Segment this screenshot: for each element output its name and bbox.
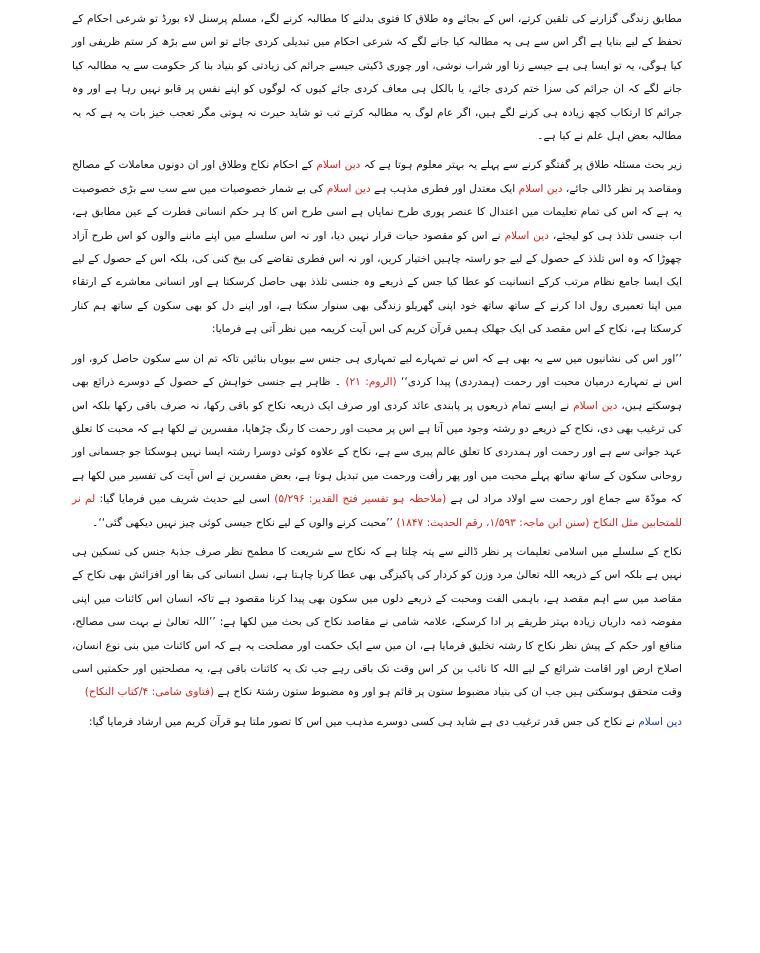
text-segment: نے اس کو مقصود حیات قرار نہیں دیا، اور نہ اس سلسلے میں اپنے ماننے والوں کو اس طرح آزاد چھوڑا کہ وہ اس تلذذ کے حصول کے لیے جو راستہ چاہیں اختیار کریں، اور نہ اس فطری تقاضے کی بیخ کنی کی، بلکہ اس کے حصول کے لیے ایک ایسا جامع نظام مرتب کرکے انسانیت کو عطا کیا جس کے ذریعے وہ جنسی تلذذ بھی حاصل کرسکتا ہے اور انسانی معاشرے کے ارتقاء میں اپنا تعمیری رول ادا کرنے کے ساتھ ساتھ خود اپنی گھریلو زندگی بھی سنوار سکتا ہے، اور اپنے دل کو بھی سکون کے ساتھ ہم کنار کرسکتا ہے، نکاح کے اس مقصد کی ایک جھلک ہمیں قرآن کریم کی اس آیت کریمہ میں نظر آتی ہے فرمایا: — [72, 229, 682, 336]
text-segment: ایک معتدل اور فطری مذہب ہے — [370, 182, 519, 195]
text-segment: ۔ ظاہر ہے جنسی خواہش کے حصول کے دوسرے ذرائع بھی ہوسکتے ہیں، — [72, 376, 682, 412]
text-segment: اسی لیے حدیث شریف میں فرمایا گیا: — [95, 493, 275, 506]
highlight-term: دین اسلام — [638, 715, 682, 728]
text-segment: مطابق زندگی گزارنے کی تلقین کرتے، اس کے بجائے وہ طلاق کا فتوی بدلنے کا مطالبہ کرنے لگے، مسلم پرسنل لاء بورڈ تو شرعی احکام کے تحفظ کے لیے بنایا ہے اگر اس سے ہی یہ مطالبہ کیا جانے لگے کہ شرعی احکام میں تبدیلی کردی جائے تو اس سے بڑھ کر ستم ظریفی اور کیا ہوگی، یہ تو ایسا ہی ہے جیسے زنا اور شراب نوشی، اور چوری ڈکیتی جیسے جرائم کی زیادتی کو بنیاد بنا کر حکومت سے یہ مطالبہ کیا جانے لگے کہ ان جرائم کی سزا ختم کردی جائے، یا بالکل ہی معاف کردی جائے کیوں کہ لوگوں کو اپنے نفس پر قابو نہیں رہا ہے اور وہ جرائم کا ارتکاب کچھ زیادہ ہی کرنے لگے ہیں، اگر عام لوگ یہ مطالبہ کرتے تب تو شاید حیرت نہ ہوتی مگر تعجب خیز بات یہ ہے کہ یہ مطالبہ بعض اہل علم نے کیا ہے۔ — [72, 13, 682, 143]
paragraph-nikah-talaq — [72, 154, 682, 341]
text-segment: کے احکام نکاح وطلاق اور ان دونوں معاملات کے مصالح ومقاصد پر نظر ڈالی جائے، — [72, 159, 682, 195]
red-highlight: (سنن ابن ماجہ: ۱/۵۹۳، رقم الحدیث: ۱۸۴۷) — [396, 516, 590, 529]
text-segment: ’’اور اس کی نشانیوں میں سے یہ بھی ہے کہ اس نے تمہارے لیے تمہاری ہی جنس سے بیویاں بنائیں تاکہ تم ان سے سکون حاصل کرو، اور اس نے تمہارے درمیان محبت اور رحمت (ہمدردی) پیدا کردی‘‘ — [72, 352, 683, 389]
text-segment: کی بے شمار خصوصیات میں سے سب سے بڑی خصوصیت یہ ہے کہ اس کی تمام تعلیمات میں اعتدال کا عنصر پوری طرح نمایاں ہے اسی طرح اس کا ہر حکم انسانی فطرت کے عین مطابق ہے، اب جنسی تلذذ ہی کو لیجئے، — [72, 182, 682, 242]
red-highlight: دین اسلام — [573, 399, 618, 412]
red-highlight: دین اسلام — [504, 229, 549, 242]
red-highlight: (فتاوی شامی: ۴/کتاب النکاح) — [84, 686, 215, 699]
red-highlight: دین اسلام — [326, 182, 371, 195]
text-segment: زیر بحث مسئلہ طلاق پر گفتگو کرنے سے پہلے یہ بہتر معلوم ہوتا ہے کہ — [360, 159, 682, 172]
red-highlight: (ملاحظہ ہو تفسیر فتح القدیر: ۵/۲۹۶) — [274, 493, 447, 506]
paragraph-maqasid — [72, 541, 682, 705]
text-segment: نے نکاح کی جس قدر ترغیب دی ہے شاید ہی کسی دوسرے مذہب میں اس کا تصور ملتا ہو قرآن کریم میں ارشاد فرمایا گیا: — [88, 715, 639, 728]
text-segment: نکاح کے سلسلے میں اسلامی تعلیمات پر نظر ڈالنے سے پتہ چلتا ہے کہ نکاح سے شریعت کا مطمح نظر صرف جذبۂ جنس کی تسکین ہی نہیں ہے بلکہ اس کے ذریعہ اللہ تعالیٰ مرد وزن کو کردار کی پاکیزگی بھی عطا کرنا چاہتا ہے، نسل انسانی کی بقا اور افزائش بھی نکاح کے مقاصد میں سے اہم مقصد ہے، باہمی الفت ومحبت کے ذریعے دلوں میں سکون بھی پیدا کرنا مقصود ہے تاکہ انسان اس کائنات میں اپنی مفوضہ ذمہ داریاں زیادہ بہتر طریقے پر ادا کرسکے، علامہ شامی نے مقاصد نکاح کی بحث میں لکھا ہے: ’’اللہ تعالیٰ نے بہت سی مصالح، منافع اور حکم کے پیش نظر نکاح کا رشتہ تخلیق فرمایا ہے، ان میں سے ایک حکمت اور مصلحت یہ ہے کہ اس کائنات میں بنی نوع انسان، اصلاح ارض اور اقامت شرائع کے لیے اللہ کا نائب بن کر اس وقت تک باقی رہے جب تک یہ کائنات باقی ہے، یہ مصلحتیں اور حکمتیں اسی وقت متحقق ہوسکتی ہیں جب ان کی بنیاد مضبوط ستون پر قائم ہو اور وہ مضبوط ستون رشتۂ نکاح ہے — [72, 545, 682, 699]
red-highlight: لم نر للمتحابین مثل النکاح — [72, 493, 682, 529]
red-highlight: دین اسلام — [316, 159, 361, 172]
text-segment: نے ایسے تمام ذریعوں پر پابندی عائد کردی اور صرف ایک ذریعہ نکاح کو باقی رکھا، نہ صرف باقی رکھا بلکہ اس کی ترغیب بھی دی، نکاح کے ذریعے دو رشتہ وجود میں آتا ہے اس پر محبت اور رحمت کا رنگ چڑھایا، مفسرین نے لکھا ہے کہ محبت کا تعلق عہد جوانی سے ہے اور رحمت اور ہمدردی کا تعلق عالم پیری سے ہے، نکاح کے علاوہ کوئی دوسرا رشتہ ایسا نہیں ہوسکتا جو جسمانی اور روحانی سکون کے ساتھ ساتھ پہلے محبت میں اور پھر رأفت ورحمت میں تبدیل ہوتا ہے، بعض مفسرین نے اس آیت کی تفسیر میں لکھا ہے کہ مودّۃ سے جماع اور رحمت سے اولاد مراد لی ہے — [72, 399, 682, 506]
text-segment: ’’محبت کرنے والوں کے لیے نکاح جیسی کوئی چیز نہیں دیکھی گئی‘‘۔ — [92, 516, 397, 529]
red-highlight: دین اسلام — [518, 182, 563, 195]
paragraph-quran-verse — [72, 348, 682, 535]
paragraph-intro — [72, 8, 682, 148]
paragraph-closing — [72, 711, 682, 734]
red-highlight: (الروم: ۲۱) — [345, 376, 397, 389]
